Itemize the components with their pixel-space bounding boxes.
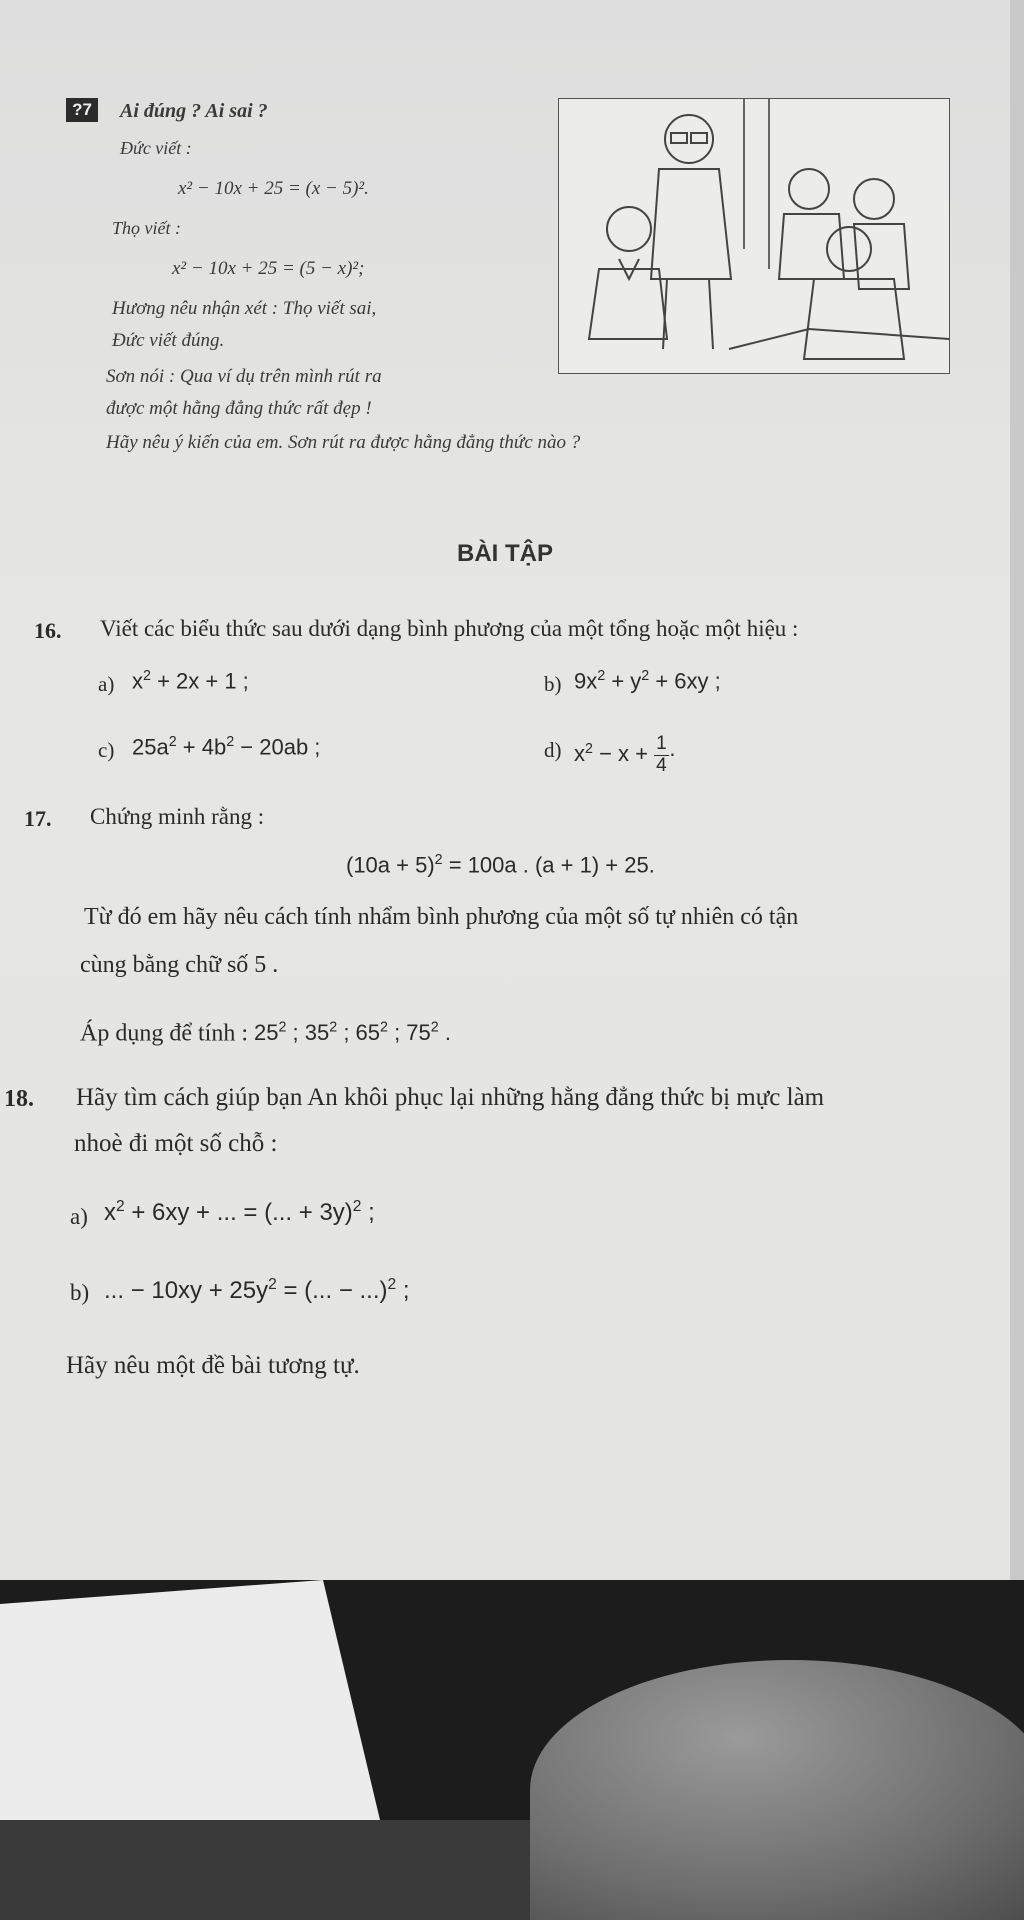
exercise-18-closing: Hãy nêu một đề bài tương tự.	[66, 1352, 360, 1379]
page-edge	[1010, 0, 1024, 1580]
exercise-17-line-2: cùng bằng chữ số 5 .	[80, 952, 279, 978]
duc-label: Đức viết :	[120, 138, 192, 158]
exercise-16-text: Viết các biểu thức sau dưới dạng bình phương của một tổng hoặc một hiệu :	[100, 616, 799, 641]
tho-equation: x² − 10x + 25 = (5 − x)²;	[172, 258, 365, 279]
paper-scrap	[0, 1580, 380, 1820]
huong-remark-line-2: Đức viết đúng.	[112, 330, 225, 351]
exercise-18-line-1: Hãy tìm cách giúp bạn An khôi phục lại những hằng đẳng thức bị mực làm	[76, 1084, 825, 1111]
ex16-a-expression: $x^2 + 2x + 1$ ;	[132, 668, 249, 694]
ex16-b-label: b)	[544, 672, 562, 696]
ex16-c-label: c)	[98, 738, 115, 762]
question-7-badge: ?7	[66, 98, 98, 122]
exercise-17-identity: $(10a + 5)^2 = 100a$ . (a + 1) + 25.	[346, 852, 655, 878]
exercise-18-line-2: nhoè đi một số chỗ :	[74, 1130, 278, 1157]
huong-remark-line-1: Hương nêu nhận xét : Thọ viết sai,	[112, 298, 377, 319]
section-heading: BÀI TẬP	[457, 540, 553, 567]
exercise-17-line-1: Từ đó em hãy nêu cách tính nhẩm bình phương của một số tự nhiên có tận	[84, 904, 799, 930]
classroom-illustration	[558, 98, 950, 374]
exercise-16-number: 16.	[34, 618, 62, 643]
question-7-title: Ai đúng ? Ai sai ?	[120, 100, 268, 122]
ex18-b-label: b)	[70, 1280, 90, 1305]
ex16-a-label: a)	[98, 672, 115, 696]
ex18-b-expression: ... − $10xy + 25y^2$ = (... − ...)$^2$ ;	[104, 1276, 410, 1304]
son-remark-line-1: Sơn nói : Qua ví dụ trên mình rút ra	[106, 366, 382, 387]
ex18-a-expression: $x^2 + 6xy$ + ... = (... + 3y)$^2$ ;	[104, 1198, 375, 1226]
ex18-a-label: a)	[70, 1204, 88, 1229]
ex16-d-label: d)	[544, 738, 562, 762]
ex16-c-expression: $25a^2 + 4b^2 - 20ab$ ;	[132, 734, 321, 760]
apply-label: Áp dụng để tính :	[80, 1020, 248, 1047]
exercise-18-number: 18.	[4, 1086, 34, 1112]
exercise-17-apply: Áp dụng để tính : $25^2$ ; $35^2$ ; $65^2$ ; $75^2$ .	[80, 1020, 451, 1047]
knee-shadow	[530, 1660, 1024, 1920]
exercise-17-number: 17.	[24, 806, 52, 831]
tho-label: Thọ viết :	[112, 218, 181, 238]
classroom-drawing	[559, 99, 949, 373]
ex16-b-expression: $9x^2 + y^2 + 6xy$ ;	[574, 668, 721, 694]
son-remark-line-2: được một hằng đẳng thức rất đẹp !	[106, 398, 372, 419]
duc-equation: x² − 10x + 25 = (x − 5)².	[178, 178, 369, 199]
exercise-17-text: Chứng minh rằng :	[90, 804, 265, 829]
ex16-d-expression: $x^2 - x$ + $\frac{1}{4}$ ·	[574, 733, 677, 776]
question-7-ask: Hãy nêu ý kiến của em. Sơn rút ra được hằng đẳng thức nào ?	[106, 432, 581, 453]
